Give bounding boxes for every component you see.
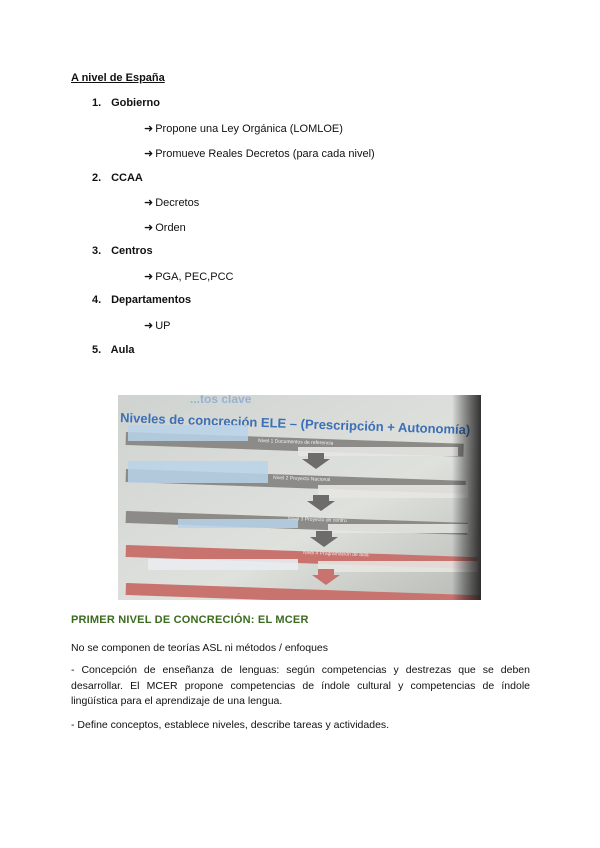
sub-item [144,221,186,234]
sub-item-text: Decretos [155,197,200,209]
sub-item [144,196,199,209]
sub-item-text: Orden [155,222,186,234]
sub-item-text: Promueve Reales Decretos (para cada nivel) [155,148,375,160]
level-item-gobierno [92,97,160,109]
level-item-aula [92,344,135,356]
arrow-icon: ➜ [144,197,154,209]
arrow-icon: ➜ [144,271,154,283]
section-heading: A nivel de España [71,72,165,84]
sub-item [144,147,375,160]
paragraph: No se componen de teorías ASL ni métodos / enfoques [71,642,329,654]
level-number: 3. [92,245,102,257]
arrow-icon: ➜ [144,123,154,135]
paragraph: - Define conceptos, establece niveles, describe tareas y actividades. [71,719,390,731]
sub-item [144,122,343,135]
slide-photo [118,395,481,600]
section-title: PRIMER NIVEL DE CONCRECIÓN: EL MCER [71,614,309,626]
level-number: 5. [92,344,102,356]
paragraph: - Concepción de enseñanza de lenguas: según competencias y destrezas que se deben desarrollar. El MCER propone competencias de índole cultural y competencias de índole lingüística para el aprendizaje de una lengua. [71,664,530,707]
arrow-icon: ➜ [144,320,154,332]
sub-item-text: PGA, PEC,PCC [155,271,234,283]
slide-shadow [118,395,481,600]
sub-item-text: UP [155,320,171,332]
level-item-ccaa [92,172,143,184]
level-title: Aula [110,344,135,356]
level-title: CCAA [111,172,143,184]
sub-item [144,270,233,283]
sub-item-text: Propone una Ley Orgánica (LOMLOE) [155,123,343,135]
level-number: 4. [92,294,102,306]
level-number: 1. [92,97,102,109]
arrow-icon: ➜ [144,148,154,160]
level-title: Centros [111,245,153,257]
level-title: Departamentos [111,294,192,306]
arrow-icon: ➜ [144,222,154,234]
level-title: Gobierno [111,97,160,109]
level-number: 2. [92,172,102,184]
sub-item [144,319,171,332]
level-item-centros [92,245,153,257]
level-item-departamentos [92,294,191,306]
